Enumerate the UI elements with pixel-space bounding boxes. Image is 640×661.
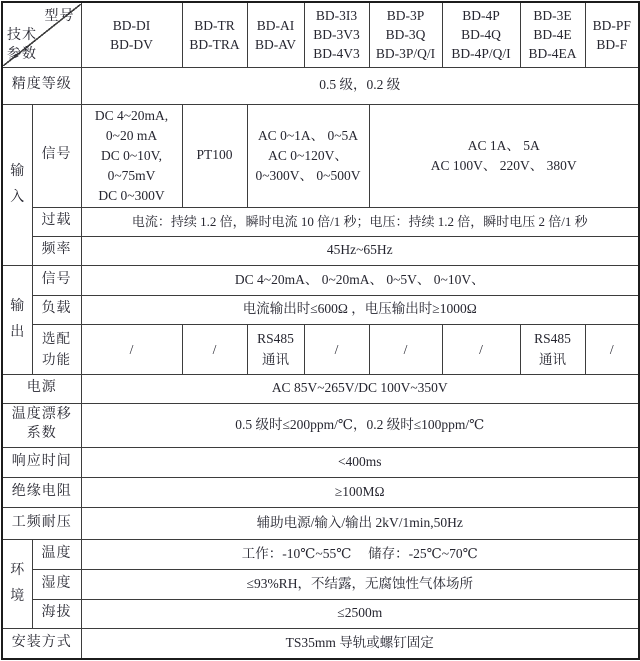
optional-value: RS485 — [534, 331, 571, 346]
temp-drift-row — [2, 403, 639, 447]
optional-value: / — [212, 341, 217, 357]
input-signal-dc-cell — [81, 104, 182, 207]
model-name: BD-4Q — [461, 27, 501, 43]
insulation-value: ≥100MΩ — [81, 477, 639, 507]
optional-label — [32, 324, 81, 374]
optional-cell-bd-di — [81, 324, 182, 374]
model-name: BD-4P/Q/I — [451, 46, 511, 62]
model-header-bd-3e — [520, 2, 585, 67]
frequency-value: 45Hz~65Hz — [81, 236, 639, 265]
optional-label-line: 选配 — [42, 331, 71, 346]
output-signal-row — [2, 265, 639, 295]
model-name: BD-4V3 — [313, 46, 360, 62]
response-label: 响应时间 — [2, 447, 81, 477]
input-signal-label: 信号 — [32, 104, 81, 207]
spec-sheet-page — [0, 1, 640, 661]
output-group-label-cell — [2, 265, 32, 374]
model-header-bd-3p — [369, 2, 442, 67]
corner-header-cell — [2, 2, 81, 67]
optional-value: / — [479, 341, 483, 357]
model-name: BD-TR — [194, 17, 235, 33]
diagonal-divider — [3, 4, 81, 66]
model-header-bd-3i3 — [304, 2, 369, 67]
optional-cell-bd-4p — [442, 324, 520, 374]
response-row — [2, 447, 639, 477]
corner-label-model: 型号 — [44, 8, 75, 24]
mounting-value: TS35mm 导轨或螺钉固定 — [81, 628, 639, 659]
model-header-bd-tr — [182, 2, 247, 67]
model-header-bd-di — [81, 2, 182, 67]
env-temperature-label: 温度 — [32, 539, 81, 569]
model-header-bd-ai — [247, 2, 304, 67]
optional-value: / — [334, 341, 339, 357]
header-row — [2, 2, 639, 67]
model-name: BD-4EA — [528, 46, 577, 62]
optional-value: 通讯 — [539, 352, 566, 367]
optional-value: / — [403, 341, 408, 357]
power-label: 电源 — [2, 374, 81, 403]
optional-value: 通讯 — [262, 352, 289, 367]
load-label: 负载 — [32, 295, 81, 324]
model-name: BD-DI — [112, 17, 151, 33]
signal-line: AC 0~120V、 — [268, 147, 348, 163]
env-temperature-row — [2, 539, 639, 569]
signal-line: AC 100V、 220V、 380V — [430, 157, 577, 173]
overload-value: 电流：持续 1.2 倍，瞬时电流 10 倍/1 秒；电压：持续 1.2 倍，瞬时电压 2 倍/1 秒 — [81, 207, 639, 236]
model-name: BD-F — [596, 36, 628, 52]
output-optional-row — [2, 324, 639, 374]
input-signal-ac1-cell — [247, 104, 369, 207]
signal-line: AC 0~1A、 0~5A — [257, 127, 359, 143]
mounting-row — [2, 628, 639, 659]
temp-drift-label-line: 系数 — [26, 426, 57, 441]
input-overload-row — [2, 207, 639, 236]
model-name: BD-3V3 — [313, 27, 360, 43]
temp-drift-value: 0.5 级时≤200ppm/℃，0.2 级时≤100ppm/℃ — [81, 403, 639, 447]
signal-line: 0~75mV — [107, 167, 156, 183]
corner-label-param: 参数 — [7, 46, 37, 62]
model-name: BD-AV — [254, 36, 296, 52]
signal-line: 0~20 mA — [105, 127, 158, 143]
temp-drift-label-line: 温度漂移 — [11, 407, 72, 423]
model-name: BD-3E — [533, 8, 572, 24]
signal-line: DC 0~10V, — [100, 147, 163, 163]
model-header-bd-4p — [442, 2, 520, 67]
accuracy-value: 0.5 级，0.2 级 — [81, 67, 639, 104]
output-load-row — [2, 295, 639, 324]
model-name: BD-3I3 — [315, 8, 358, 24]
env-group-label-cell — [2, 539, 32, 628]
optional-cell-bd-ai — [247, 324, 304, 374]
env-humidity-row — [2, 569, 639, 599]
temp-drift-label — [2, 403, 81, 447]
mounting-label: 安装方式 — [2, 628, 81, 659]
optional-value: / — [609, 341, 614, 357]
insulation-label: 绝缘电阻 — [2, 477, 81, 507]
optional-cell-bd-tr — [182, 324, 247, 374]
withstand-label: 工频耐压 — [2, 507, 81, 539]
signal-line: DC 4~20mA, — [94, 107, 169, 123]
power-row — [2, 374, 639, 403]
input-signal-pt100-cell: PT100 — [182, 104, 247, 207]
model-name: BD-DV — [110, 36, 153, 52]
model-name: BD-3Q — [385, 27, 426, 43]
optional-cell-bd-pf — [585, 324, 639, 374]
optional-label-line: 功能 — [42, 352, 71, 367]
response-value: <400ms — [81, 447, 639, 477]
input-signal-row — [2, 104, 639, 207]
output-group-label: 输出 — [10, 298, 25, 340]
insulation-row — [2, 477, 639, 507]
input-signal-ac2-cell — [369, 104, 639, 207]
model-name: BD-3P — [386, 8, 425, 24]
env-altitude-value: ≤2500m — [81, 599, 639, 628]
model-name: BD-AI — [256, 17, 295, 33]
spec-table — [1, 1, 640, 660]
model-name: BD-3P/Q/I — [375, 46, 436, 62]
env-humidity-label: 湿度 — [32, 569, 81, 599]
optional-cell-bd-3p — [369, 324, 442, 374]
signal-line: DC 0~300V — [98, 187, 165, 203]
withstand-row — [2, 507, 639, 539]
accuracy-row — [2, 67, 639, 104]
model-name: BD-PF — [592, 17, 631, 33]
overload-label: 过载 — [32, 207, 81, 236]
output-signal-value: DC 4~20mA、 0~20mA、 0~5V、 0~10V、 — [81, 265, 639, 295]
env-altitude-label: 海拔 — [32, 599, 81, 628]
withstand-value: 辅助电源/输入/输出 2kV/1min,50Hz — [81, 507, 639, 539]
signal-line: 0~300V、 0~500V — [255, 167, 361, 183]
env-group-label: 环境 — [10, 562, 25, 604]
model-name: BD-4P — [462, 8, 500, 24]
output-signal-label: 信号 — [32, 265, 81, 295]
signal-line: AC 1A、 5A — [467, 137, 540, 153]
model-header-bd-pf — [585, 2, 639, 67]
input-group-label-cell — [2, 104, 32, 265]
optional-cell-bd-3i3 — [304, 324, 369, 374]
corner-label-tech: 技术 — [7, 27, 37, 43]
accuracy-label: 精度等级 — [2, 67, 81, 104]
env-humidity-value: ≤93%RH，不结露，无腐蚀性气体场所 — [81, 569, 639, 599]
power-value: AC 85V~265V/DC 100V~350V — [81, 374, 639, 403]
input-frequency-row — [2, 236, 639, 265]
optional-cell-bd-3e — [520, 324, 585, 374]
frequency-label: 频率 — [32, 236, 81, 265]
model-name: BD-4E — [533, 27, 572, 43]
env-altitude-row — [2, 599, 639, 628]
input-group-label: 输入 — [10, 163, 25, 205]
load-value: 电流输出时≤600Ω ，电压输出时≥1000Ω — [81, 295, 639, 324]
model-name: BD-TRA — [189, 36, 240, 52]
optional-value: / — [129, 341, 134, 357]
env-temperature-value: 工作：-10℃~55℃ 储存：-25℃~70℃ — [81, 539, 639, 569]
optional-value: RS485 — [257, 331, 294, 346]
